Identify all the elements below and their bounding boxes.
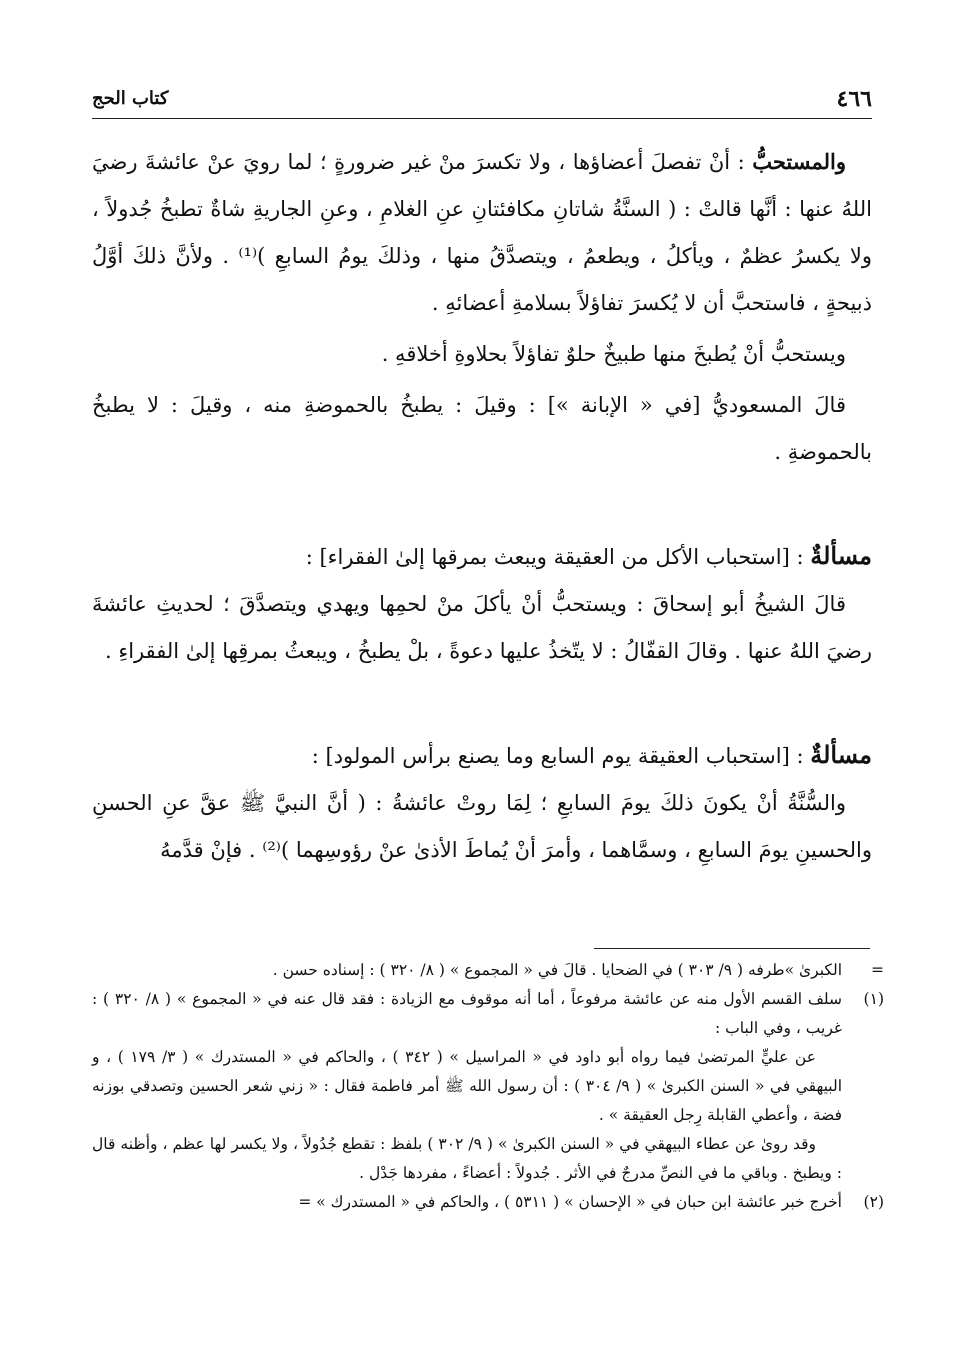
- masala-heading: [92, 731, 872, 780]
- page-number: ٤٦٦: [836, 86, 872, 112]
- footnote-text: الكبرىٰ »طرفه ( ٩/ ٣٠٣ ) في الضحايا . قالَ في « المجموع » ( ٨/ ٣٢٠ ) : إسناده حسن .: [272, 961, 842, 979]
- footnote-marker: (١): [863, 990, 884, 1008]
- running-title: كتاب الحج: [92, 88, 169, 109]
- footnote-subparagraph: عن عليٍّ المرتضىٰ فيما رواه أبو داود في « المراسيل » ( ٣٤٢ ) ، والحاكم في « المستدرك » ( ٣/ ١٧٩ ) ، و البيهقي في « السنن الكبرىٰ » ( ٩/ ٣٠٤ ) : أن رسول الله ﷺ أمر فاطمة فقال : « زني شعر الحسين وتصدقي بوزنه فضة ، وأعطي القابلة رِجل العقيقة » .: [92, 1048, 843, 1124]
- masala-word: مسألةٌ: [810, 740, 872, 769]
- masala-word: مسألةٌ: [810, 541, 872, 570]
- footnote-text: سلف القسم الأول منه عن عائشة مرفوعاً ، أما أنه موقوف مع الزيادة : فقد قال عنه في « المجموع » ( ٨/ ٣٢٠ ) : غريب ، وفي الباب :: [92, 990, 842, 1037]
- footnotes: [92, 956, 884, 1217]
- masala-title: : [استحباب العقيقة يوم السابع وما يصنع برأس المولود] :: [311, 744, 811, 768]
- footnote-text: أخرج خبر عائشة ابن حبان في « الإحسان » ( ٥٣١١ ) ، والحاكم في « المستدرك » =: [298, 1193, 842, 1211]
- footnote-1: [92, 985, 884, 1188]
- paragraph-text: : أنْ تفصلَ أعضاؤها ، ولا تكسرَ منْ غير ضرورةٍ ؛ لما رويَ عنْ عائشةَ رضيَ اللهُ عنها : أنَّها قالتْ : ( السنَّةُ شاتانِ مكافئتانِ عنِ الغلامِ ، وعنِ الجاريةِ شاةٌ تطبخُ جُدولاً ، ولا يكسرُ عظمٌ ، ويأكلُ ، ويطعمُ ، ويتصدَّقُ منها ، وذلكَ يومُ السابعِ )⁽¹⁾ . ولأنَّ ذلكَ أوَّلُ ذبيحةٍ ، فاستحبَّ أن لا يُكسرَ تفاؤلاً بسلامةِ أعضائهِ .: [92, 150, 872, 315]
- footnote-subparagraph: وقد روىٰ عن عطاء البيهقي في « السنن الكبرىٰ » ( ٩/ ٣٠٢ ) بلفظ : تقطع جُدُولاً ، ولا يكسر لها عظم ، وأظنه قال : ويطبخ . وباقي ما في النصِّ مدرجٌ في الأثر . جُدولاً : أعضاءً ، مفردها جَدْل .: [92, 1135, 842, 1182]
- paragraph-eating-aqiqa: قالَ الشيخُ أبو إسحاقَ : ويستحبُّ أنْ يأكلَ منْ لحمِها ويهدي ويتصدَّقَ ؛ لحديثِ عائشةَ رضيَ اللهُ عنها . وقالَ القفّالُ : لا يتّخذُ عليها دعوةً ، بلْ يطبخُ ، ويبعثُ بمرقِها إلىٰ الفقراءِ .: [92, 592, 872, 663]
- footnote-2: [92, 1188, 884, 1217]
- main-text: [92, 138, 872, 874]
- footnote-marker: (٢): [863, 1193, 884, 1211]
- page-header: [92, 82, 872, 119]
- paragraph-mustahab: [92, 138, 872, 327]
- paragraph-seventh-day: والسُّنَّةُ أنْ يكونَ ذلكَ يومَ السابعِ ؛ لِمَا روتْ عائشةُ : ( أنَّ النبيَّ ﷺ عقَّ عنِ الحسنِ والحسينِ يومَ السابعِ ، وسمَّاهما ، وأمرَ أنْ يُماطَ الأذىٰ عنْ رؤوسِهما )⁽²⁾ . فإنْ قدَّمهُ: [92, 791, 872, 862]
- masala-heading: [92, 532, 872, 581]
- masala-title: : [استحباب الأكل من العقيقة ويبعث بمرقها إلىٰ الفقراء] :: [305, 545, 811, 569]
- footnote-marker: =: [871, 961, 884, 979]
- footnote-continuation: [92, 956, 884, 985]
- footnote-divider: [594, 948, 870, 949]
- paragraph-sweet-cooking: ويستحبُّ أنْ يُطبخَ منها طبيخٌ حلوٌ تفاؤلاً بحلاوةِ أخلاقهِ .: [381, 342, 846, 366]
- paragraph-masudi: قالَ المسعوديُّ [في « الإبانة »] : وقيلَ : يطبخُ بالحموضةِ منه ، وقيلَ : لا يطبخُ بالحموضةِ .: [92, 393, 872, 464]
- paragraph-lead-word: والمستحبُّ: [752, 149, 846, 174]
